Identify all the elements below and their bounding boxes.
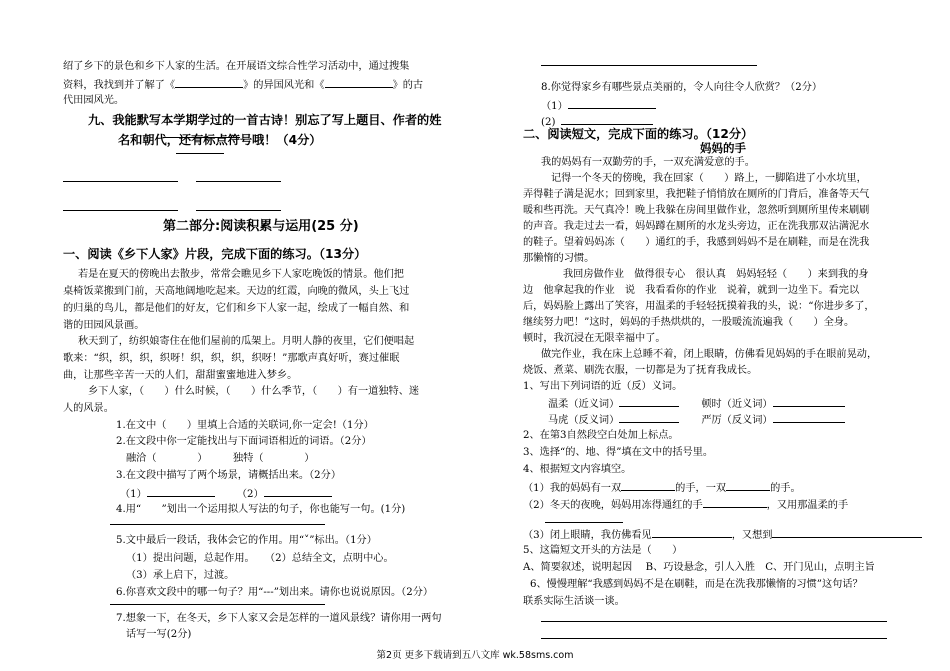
question-1: 1.在文中（ ）里填上合适的关联词,你一定会!（1分） [116,420,374,431]
p1-line-1: 若是在夏天的傍晚出去散步，常常会瞧见乡下人家吃晚饭的情景。他们把 [78,269,404,280]
intro-line-2 [63,77,423,93]
q6-answer-line[interactable] [110,604,325,605]
q1-word-c: 马虎（反义词） [548,415,620,426]
poem-line-4[interactable] [196,210,281,211]
poem-line-3[interactable] [63,210,178,211]
q5-options-1: （1）提出问题，总起作用。 （2）总结全文，点明中心。 [126,553,394,564]
poem-title-line[interactable] [163,137,240,138]
intro-text-b: 》的异国风光和《 [243,80,325,91]
poem-line-1[interactable] [63,181,178,182]
question-6: 6.你喜欢文段中的哪一句子？用“---”划出来。请你也说说原因。（2分） [116,587,434,598]
question-7-line-2: 话写一写(2分) [126,629,192,640]
story-p3-line-1: 我回房做作业 做得很专心 很认真 妈妈轻轻（ ）来到我的身 [563,269,869,280]
question-2-words: 融洽（ ） 独特（ ） [126,453,315,464]
q8-blank-1[interactable] [568,98,656,109]
q8-label-1: （1） [541,101,568,112]
story-title: 妈妈的手 [700,141,746,155]
q8-blank-2[interactable] [561,114,653,125]
part2-title: 第二部分:阅读积累与运用(25 分) [163,219,359,234]
intro-line-1: 绍了乡下的景色和乡下人家的生活。在开展语文综合性学习活动中，通过搜集 [63,61,410,72]
reading-q4-3 [523,527,922,543]
reading-q4-2 [523,497,848,513]
q4-2-text-a: （2）冬天的夜晚，妈妈用冻得通红的手 [523,500,703,511]
q4-3-blank-a[interactable] [652,527,732,538]
q4-3-text-a: （3）闭上眼睛，我仿佛看见 [523,530,652,541]
p1-line-3: 的归巢的鸟儿，都是他们的好友，它们和乡下人家一起，绘成了一幅自然、和 [63,303,410,314]
story-p3-line-4: 继续努力吧！”这时，妈妈的手热烘烘的，一股暖流流遍我（ ）全身。 [523,317,855,328]
q4-1-text-a: （1）我的妈妈有一双 [523,483,622,494]
reading-q5: 5、这篇短文开头的方法是（ ） [523,545,683,556]
poem-line-2[interactable] [196,181,281,182]
q3-answer-2[interactable] [264,486,332,497]
story-p3-line-2: 边 他拿起我的作业 说 我看看你的作业 说着，就到一边坐下。看完以 [523,285,860,296]
story-p2-line-3: 暖和些再洗。天气真冷！晚上我躲在房间里做作业，忽然听到厕所里传来刷刷 [523,205,870,216]
story-p2-line-6: 那懒惰的习惯。 [523,253,595,264]
intro-line-3: 代田园风光。 [63,95,125,106]
q4-2-continued-line[interactable] [545,522,623,523]
reading-q1-row1 [548,396,845,412]
q1-blank-a[interactable] [619,396,679,407]
q4-answer-line[interactable] [110,524,325,525]
p2-line-3: 曲，让那些辛苦一天的人们，甜甜蜜蜜地进入梦乡。 [63,370,298,381]
story-p2-line-4: 的声音。我走过去一看，妈妈蹲在厕所的水龙头旁边，正在洗我那双沾满泥水 [523,221,870,232]
story-p3-line-3: 后，妈妈脸上露出了笑容，用温柔的手轻轻抚摸着我的头，说：“你进步多了， [523,301,875,312]
story-p4-line-2: 烧饭、煮菜、刷洗衣服，一切都是为了抚育我成长。 [523,365,758,376]
reading-q4: 4、根据短文内容填空。 [523,464,632,475]
reading-q2: 2、在第3自然段空白处加上标点。 [523,430,679,441]
q4-1-text-b: 的手，一双 [675,483,727,494]
story-p4-line-1: 做完作业，我在床上总睡不着，闭上眼睛，仿佛看见妈妈的手在眼前晃动， [541,349,878,360]
q8-label-2: (2) [541,117,556,128]
question-2: 2.在文段中你一定能找出与下面词语相近的词语。（2分） [116,436,372,447]
q1-word-d: 严厉（反义词） [701,415,773,426]
q4-3-blank-b[interactable] [772,527,922,538]
q4-1-text-c: 的手。 [770,483,801,494]
reading-q6: 6、慢慢理解“我感到妈妈不是在刷鞋，而是在洗我那懒惰的习惯”这句话？ [530,579,863,590]
poem-author-line[interactable] [176,153,224,154]
p3-line-2: 人的风景。 [63,403,114,414]
q5-options-2: （3）承上启下，过渡。 [126,570,235,581]
reading-q3: 3、选择“的、地、得”填在文中的括号里。 [523,447,714,458]
intro-text-a: 资料，我找到并了解了《 [63,80,176,91]
story-p2-line-1: 记得一个冬天的傍晚，我在回家（ ）路上，一脚陷进了小水坑里， [551,173,867,184]
q4-3-text-b: ，又想到 [731,530,773,541]
p1-line-2: 桌椅饭菜搬到门前，天高地阔地吃起来。天边的红霞，向晚的微风，头上飞过 [63,286,410,297]
q6-answer-line-1[interactable] [541,621,887,622]
blank-book-2[interactable] [325,77,393,88]
section2-title: 二、阅读短文，完成下面的练习。（12分） [523,127,754,141]
q4-1-blank-b[interactable] [726,480,770,491]
q7-continued-line[interactable] [541,65,757,66]
intro-text-c: 》的古 [392,80,424,91]
q1-blank-c[interactable] [619,412,679,423]
reading-q1-row2 [548,412,845,428]
section1-title: 一、阅读《乡下人家》片段，完成下面的练习。（13分） [63,247,367,261]
story-p3-line-5: 顿时，我沉浸在无限幸福中了。 [523,333,666,344]
q9-title-line-2: 名和朝代，还有标点符号哦！（4分） [118,133,322,147]
q4-1-blank-a[interactable] [621,480,675,491]
q4-2-blank-a[interactable] [703,497,767,508]
q4-2-text-b: ，又用那温柔的手 [766,500,849,511]
q1-word-b: 顿时（近义词） [701,399,773,410]
reading-q6-line-2: 联系实际生活谈一谈。 [523,596,625,607]
q8-answer-1 [541,98,656,114]
q1-blank-b[interactable] [773,396,845,407]
q3-label-1: （1） [120,489,147,500]
question-4: 4.用“ ”划出一个运用拟人写法的句子，你也能写一句。(1分) [116,504,406,515]
p2-line-1: 秋天到了，纺织娘寄住在他们屋前的瓜架上。月明人静的夜里，它们便唱起 [78,336,415,347]
question-3: 3.在文段中描写了两个场景，请概括出来。（2分） [116,470,342,481]
p2-line-2: 歌来：“织，织，织，织呀！织，织，织，织呀！”那歌声真好听，赛过催眠 [63,353,400,364]
story-p2-line-5: 的鞋子。望着妈妈冻（ ）通红的手，我感到妈妈不是在刷鞋，而是在洗我 [523,237,870,248]
question-3-answers [120,486,332,502]
question-8: 8.你觉得家乡有哪些景点美丽的，令人向往令人欣赏？（2分） [541,82,823,93]
q3-label-2: （2） [236,489,264,500]
reading-q1: 1、写出下列词语的近（反）义词。 [523,381,683,392]
p1-line-4: 谐的田园风景画。 [63,320,145,331]
story-p2-line-2: 弄得鞋子满是泥水；回到家里，我把鞋子悄悄放在厕所的门背后，准备等天气 [523,189,870,200]
page-footer: 第2页 更多下载请到五八文库 wk.58sms.com [376,650,574,661]
reading-q4-1 [523,480,801,496]
p3-line-1: 乡下人家，（ ）什么时候，（ ）什么季节，（ ）有一道独特、迷 [88,386,420,397]
q9-title-line-1: 九、我能默写本学期学过的一首古诗！别忘了写上题目、作者的姓 [88,113,442,127]
blank-book-1[interactable] [175,77,243,88]
q6-answer-line-2[interactable] [541,638,887,639]
reading-q5-options: A、简要叙述，说明起因 B、巧设悬念，引人入胜 C、开门见山，点明主旨 [523,562,875,573]
question-7-line-1: 7.想象一下，在冬天，乡下人家又会是怎样的一道风景线？请你用一两句 [116,613,442,624]
q1-word-a: 温柔（近义词） [548,399,620,410]
question-5: 5.文中最后一段话，我体会它的作用。用“˅”标出。（1分） [116,535,377,546]
q3-answer-1[interactable] [147,486,215,497]
q1-blank-d[interactable] [773,412,845,423]
story-p1: 我的妈妈有一双勤劳的手，一双充满爱意的手。 [541,157,755,168]
